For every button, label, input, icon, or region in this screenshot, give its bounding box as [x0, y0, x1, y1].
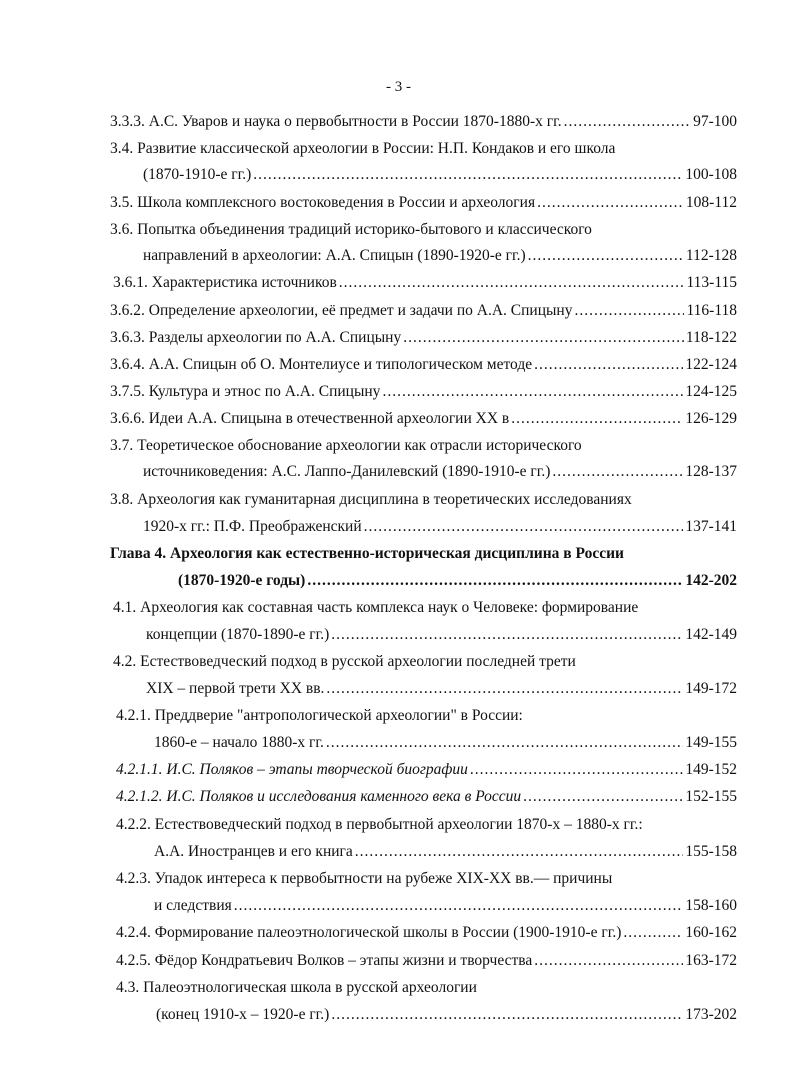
page-range: 113-115 [686, 274, 737, 291]
page-number: - 3 - [386, 79, 411, 95]
page-range: 126-129 [685, 410, 737, 427]
toc-entry-3-6-4: 3.6.4. А.А. Спицын об О. Монтелиусе и типологическом методе ..... 122-124 [110, 354, 737, 376]
page-range: 97-100 [693, 113, 737, 130]
page-range: 108-112 [685, 194, 737, 211]
toc-entry-4-2-1-2: 4.2.1.2. И.С. Поляков и исследования каменного века в России ..... 152-155 [116, 786, 737, 808]
chapter-4-title: Глава 4. Археология как естественно-историческая дисциплина в России [110, 545, 624, 562]
toc-entry-4-2-title: 4.2. Естествоведческий подход в русской археологии последней трети [113, 653, 576, 670]
toc-entry-3-6-1: 3.6.1. Характеристика источников ..... 113-115 [113, 272, 737, 294]
page-range: 163-172 [685, 952, 737, 969]
toc-entry-3-6-2: 3.6.2. Определение археологии, её предмет и задачи по А.А. Спицыну ..... 116-118 [110, 300, 737, 322]
toc-entry-4-2-2-title: 4.2.2. Естествоведческий подход в первобытной археологии 1870-х – 1880-х гг.: [116, 816, 643, 833]
toc-entry-4-2-1-title: 4.2.1. Преддверие "антропологической археологии" в России: [116, 707, 523, 724]
toc-entry-4-2-3: и следствия ..... 158-160 [154, 895, 737, 917]
page-range: 100-108 [685, 166, 737, 183]
toc-entry-3-5: 3.5. Школа комплексного востоковедения в России и археология ..... 108-112 [110, 192, 737, 214]
page-range: 160-162 [685, 924, 737, 941]
toc-entry-4-2-5: 4.2.5. Фёдор Кондратьевич Волков – этапы жизни и творчества ..... 163-172 [116, 950, 737, 972]
page-range: 142-202 [685, 572, 737, 589]
toc-entry-4-1-title: 4.1. Археология как составная часть комплекса наук о Человеке: формирование [113, 599, 639, 616]
page-range: 128-137 [685, 463, 737, 480]
toc-entry-3-6-title: 3.6. Попытка объединения традиций историко-бытового и классического [110, 221, 592, 238]
toc-entry-3-3-3: 3.3.3. А.С. Уваров и наука о первобытности в России 1870-1880-х гг. ..... 97-100 [110, 111, 737, 133]
toc-entry-4-3: (конец 1910-х – 1920-е гг.) ..... 173-202 [156, 1004, 737, 1026]
toc-entry-3-8-title: 3.8. Археология как гуманитарная дисциплина в теоретических исследованиях [110, 491, 632, 508]
page-range: 118-122 [685, 329, 737, 346]
toc-entry-3-8: 1920-х гг.: П.Ф. Преображенский ..... 137-141 [143, 516, 737, 538]
toc-entry-3-4-title: 3.4. Развитие классической археологии в России: Н.П. Кондаков и его школа [110, 140, 616, 157]
page-range: 112-128 [685, 247, 737, 264]
page-range: 173-202 [685, 1006, 737, 1023]
page-range: 155-158 [685, 843, 737, 860]
toc-entry-4-2-4: 4.2.4. Формирование палеоэтнологической школы в России (1900-1910-е гг.) ..... 160-162 [116, 922, 737, 944]
page-range: 142-149 [685, 626, 737, 643]
toc-entry-4-2-1-1: 4.2.1.1. И.С. Поляков – этапы творческой биографии ..... 149-152 [116, 759, 737, 781]
page-range: 149-155 [685, 734, 737, 751]
page-range: 149-152 [685, 761, 737, 778]
toc-entry-3-7: источниковедения: А.С. Лаппо-Данилевский (1890-1910-е гг.) ..... 128-137 [143, 461, 737, 483]
page-range: 116-118 [686, 302, 737, 319]
toc-entry-3-4: (1870-1910-е гг.) ..... 100-108 [143, 164, 737, 186]
toc-entry-3-7-title: 3.7. Теоретическое обоснование археологии как отрасли исторического [110, 437, 582, 454]
page-range: 149-172 [685, 680, 737, 697]
page-range: 124-125 [685, 383, 737, 400]
toc-entry-chapter-4: (1870-1920-е годы) ..... 142-202 [178, 570, 737, 592]
toc-entry-4-2: XIX – первой трети XX вв. ..... 149-172 [146, 678, 737, 700]
toc-entry-3-6: направлений в археологии: А.А. Спицын (1890-1920-е гг.) ..... 112-128 [143, 245, 737, 267]
page-range: 158-160 [685, 897, 737, 914]
toc-entry-3-6-6: 3.6.6. Идеи А.А. Спицына в отечественной археологии XX в ..... 126-129 [110, 408, 737, 430]
page-range: 137-141 [685, 518, 737, 535]
toc-entry-4-1: концепции (1870-1890-е гг.) ..... 142-149 [146, 624, 737, 646]
toc-entry-3-6-3: 3.6.3. Разделы археологии по А.А. Спицыну ..... 118-122 [110, 327, 737, 349]
toc-entry-4-2-3-title: 4.2.3. Упадок интереса к первобытности на рубеже XIX-XX вв.— причины [116, 870, 613, 887]
page-range: 122-124 [685, 356, 737, 373]
toc-entry-4-3-title: 4.3. Палеоэтнологическая школа в русской археологии [116, 979, 477, 996]
toc-entry-3-7-5: 3.7.5. Культура и этнос по А.А. Спицыну ..... 124-125 [110, 381, 737, 403]
toc-entry-4-2-1: 1860-е – начало 1880-х гг. ..... 149-155 [154, 732, 737, 754]
toc-entry-4-2-2: А.А. Иностранцев и его книга ..... 155-158 [154, 841, 737, 863]
page-range: 152-155 [685, 788, 737, 805]
